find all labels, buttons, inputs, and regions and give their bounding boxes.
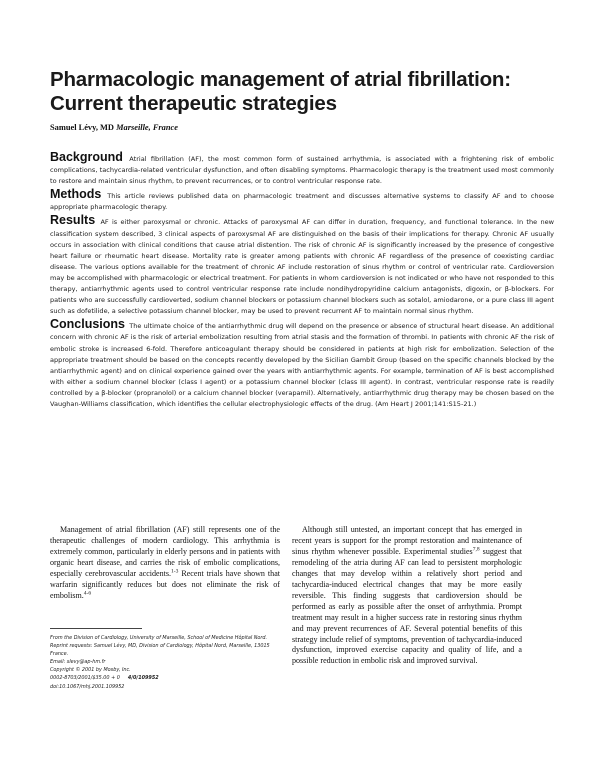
conclusions-text: The ultimate choice of the antiarrhythmic drug will depend on the presence or absence of structural heart disease. An additional concern with chronic AF is the risk of arterial embolization resulting from atrial stasis and the formation of thrombi. In patients with chronic AF the risk of embolic stroke is increased 6-fold. Therefore anticoagulant therapy should be considered in patients at high risk for embolization. Selection of the appropriate treatment should be based on the concepts recently developed by the Sicilian Gambit Group (based on the specific channels blocked by the antiarrhythmic agent) and on clinical experience gained over the years with antiarrhythmic agents. For example, termination of AF is best accomplished with either a sodium channel blocker (class I agent) or a potassium channel blocker (class III agent). In contrast, ventricular response rate is readily controlled by a β-blocker (propranolol) or a calcium channel blocker (verapamil). Alternatively, antiarrhythmic drug therapy may be chosen based on the Vaughan-Williams classification, which identifies the cellular electrophysiologic effects of the drug. (Am Heart J 2001;141:S15-21.) [50,322,554,408]
concept-text: Although still untested, an important concept that has emerged in recent years is support for the prompt restoration and maintenance of sinus rhythm whenever possible. Experimental studies [292,525,522,556]
footnote-doi: doi:10.1067/mhj.2001.109952 [50,683,125,690]
abstract [50,152,554,412]
abstract-conclusions [50,319,554,410]
author-line [50,123,550,132]
author-name: Samuel Lévy, MD [50,123,114,132]
background-text: Atrial fibrillation (AF), the most common form of sustained arrhythmia, is associated with a frightening risk of embolic complications, tachycardia-related ventricular dysfunction, and often disabling symptoms. Pharmacologic therapy is the treatment used most commonly to restore and maintain sinus rhythm, to prevent recurrences, or to control ventricular response rate. [50,155,554,186]
footnote-copyright: Copyright © 2001 by Mosby, Inc. [50,667,131,674]
footnote-email: Email: slevy@ap-hm.fr [50,659,106,666]
article-title: Pharmacologic management of atrial fibrillation: Current therapeutic strategies [50,68,511,115]
author-affiliation: Marseille, France [116,123,178,132]
abstract-methods [50,189,554,213]
footnote-issn-line [50,674,275,682]
results-heading: Results [50,213,96,228]
results-text: AF is either paroxysmal or chronic. Attacks of paroxysmal AF can differ in duration, frequency, and functional tolerance. In the new classification system described, 3 clinical aspects of paroxysmal AF are distinguished on the basis of their implications for therapy. Chronic AF usually occurs in association with clinical conditions that cause atrial distention. The risk of chronic AF is significantly increased by the presence of congestive heart failure or rheumatic heart disease. Mortality rate is greater among patients with chronic AF regardless of the presence of coexisting cardiac disease. The various options available for the treatment of chronic AF include restoration of sinus rhythm or control of ventricular rate. Cardioversion may be accomplished with pharmacologic or electrical treatment. For patients in whom cardioversion is not indicated or who have not responded to this therapy, antiarrhythmic agents used to control ventricular response rate include nondihydropyridine calcium antagonists, digoxin, or β-blockers. For patients who are successfully cardioverted, sodium channel blockers or potassium channel blockers such as sotalol, amiodarone, or a pure class III agent such as dofetilide, a selective potassium channel blocker, may be used to prevent recurrent AF to maintain normal sinus rhythm. [50,218,554,316]
intro-text-2: Recent trials have shown that warfarin significantly reduces but does not eliminate the risk of embolism. [50,568,281,600]
intro-paragraph [50,525,280,602]
concept-paragraph [292,525,522,667]
citation: 4-6 [83,590,92,597]
footnote-reprints: Reprint requests: Samuel Lévy, MD, Division of Cardiology, Hôpital Nord, Marseille, 13015 France. [50,643,270,658]
body-column-left [50,525,280,602]
abstract-background [50,152,554,187]
citation: 1-3 [171,568,179,575]
conclusions-heading: Conclusions [50,317,126,332]
footnote-code: 4/0/109952 [127,675,159,682]
methods-text: This article reviews published data on pharmacologic treatment and discusses alternative systems to classify AF and to choose appropriate pharmacologic therapy. [50,192,554,212]
methods-heading: Methods [50,187,102,202]
footnotes [50,634,275,691]
abstract-results [50,215,554,317]
body-column-right [292,525,522,667]
footnote-affiliation: From the Division of Cardiology, University of Marseille, School of Medicine Hôpital Nord. [50,635,268,641]
citation: 7,8 [472,546,480,553]
background-heading: Background [50,150,123,164]
footnote-issn: 0002-8703/2001/$35.00 + 0 [50,675,120,682]
footnote-divider [50,628,142,629]
intro-text: Management of atrial fibrillation (AF) still represents one of the therapeutic challenges of modern cardiology. This arrhythmia is extremely common, particularly in elderly persons and in patients with organic heart disease, and carries the risk of embolic complications, especially cerebrovascular accidents. [50,525,280,578]
concept-text-2: suggest that remodeling of the atria during AF can lead to persistent morphologic changes that may develop within a relatively short period and tachycardia-induced electrical changes that may be more easily reversible. This finding suggests that cardioversion should be performed as early as possible after the onset of arrhythmia. Prompt treatment may result in a higher success rate in restoring sinus rhythm and may prevent recurrences of AF. Several potential benefits of this strategy include relief of symptoms, prevention of tachycardia-induced dysfunction, improved exercise capacity and quality of life, and a possible reduction in embolic risk and improved survival. [292,546,523,666]
